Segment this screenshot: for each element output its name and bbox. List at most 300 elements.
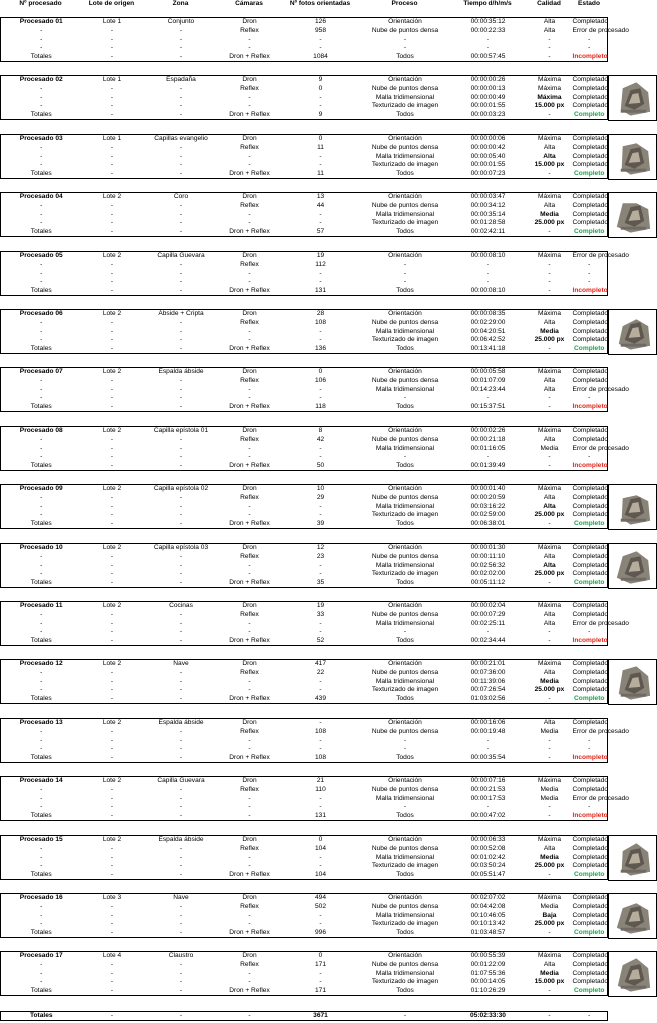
table-cell: Alta	[543, 844, 556, 852]
table-cell: -	[548, 227, 551, 235]
table-cell: Alta	[543, 435, 556, 443]
table-cell: Completado	[572, 960, 609, 968]
table-row	[1, 102, 608, 111]
table-cell: -	[179, 686, 183, 694]
table-cell: Orientación	[388, 485, 422, 493]
table-cell: -	[179, 227, 183, 235]
table-cell: Malla tridimensional	[375, 385, 435, 393]
table-cell: Lote 2	[102, 485, 122, 493]
table-cell: -	[1, 745, 82, 754]
table-cell: -	[110, 93, 114, 101]
table-cell: -	[110, 578, 114, 586]
table-cell: 494	[314, 894, 326, 902]
table-cell: -	[548, 35, 551, 43]
table-cell: -	[248, 811, 251, 819]
table-cell: -	[110, 394, 114, 402]
table-cell: -	[110, 26, 114, 34]
table-cell: 417	[314, 660, 326, 668]
table-cell: -	[548, 578, 551, 586]
table-cell: 00:07:26:54	[470, 686, 506, 694]
table-cell: Dron + Reflex	[229, 870, 270, 878]
table-cell: Alta	[543, 152, 556, 160]
col-header: Nº procesado	[19, 0, 62, 7]
table-cell: Orientación	[388, 719, 422, 727]
table-cell: Completado	[572, 493, 609, 501]
totals-row	[1, 403, 608, 412]
table-cell: 0	[318, 368, 323, 376]
table-cell: -	[548, 694, 551, 702]
table-cell: Alta	[543, 318, 556, 326]
table-cell: Baja	[542, 911, 557, 919]
table-row	[1, 35, 608, 44]
table-cell: -	[1, 920, 82, 929]
table-cell: -	[548, 52, 551, 60]
table-cell: Máxima	[537, 777, 562, 785]
table-cell: -	[179, 402, 183, 410]
table-cell: Lote 2	[102, 427, 122, 435]
table-cell: Reflex	[240, 727, 259, 735]
table-cell: Completado	[572, 544, 609, 552]
table-cell: -	[179, 803, 183, 811]
table-cell: 52	[316, 636, 325, 644]
model-thumbnail	[608, 951, 657, 997]
table-cell: -	[1, 269, 82, 278]
table-cell: 01:10:26:29	[470, 986, 506, 994]
table-cell: Reflex	[240, 552, 259, 560]
table-cell: Completado	[572, 561, 609, 569]
table-cell: Malla tridimensional	[375, 911, 435, 919]
table-cell: Completado	[572, 310, 609, 318]
table-cell: -	[110, 986, 114, 994]
table-cell: 00:00:11:10	[470, 552, 506, 560]
table-cell: 00:00:19:48	[470, 727, 506, 735]
table-cell: Completado	[572, 161, 609, 169]
table-cell: -	[1, 394, 82, 403]
table-row	[1, 76, 608, 85]
table-cell: 0	[318, 84, 323, 92]
table-cell: 00:00:03:23	[470, 110, 506, 118]
table-cell: 136	[314, 344, 326, 352]
table-cell: -	[179, 969, 183, 977]
procesado-block	[0, 718, 629, 763]
table-cell: Lote 2	[102, 368, 122, 376]
totals-row	[1, 695, 608, 704]
table-cell: -	[248, 385, 251, 393]
table-cell: Completado	[572, 511, 609, 519]
table-cell: -	[179, 376, 183, 384]
table-row	[1, 278, 608, 287]
table-cell: -	[179, 862, 183, 870]
table-cell: -	[486, 628, 490, 636]
table-cell: 00:06:38:01	[470, 519, 506, 527]
table-cell: -	[110, 219, 114, 227]
procesado-block	[0, 601, 629, 646]
table-row	[1, 803, 608, 812]
table-cell: -	[403, 803, 407, 811]
table-cell: -	[1, 93, 82, 102]
table-cell: -	[248, 794, 251, 802]
grand-total-cell: Totales	[1, 1012, 82, 1021]
table-cell: Totales	[1, 462, 82, 471]
table-cell: 44	[316, 201, 325, 209]
table-cell: -	[572, 736, 608, 745]
table-cell: -	[1, 803, 82, 812]
table-cell: Completo	[572, 170, 608, 179]
table-cell: Error de procesado	[572, 727, 629, 735]
table-cell: -	[179, 201, 183, 209]
model-thumbnail	[608, 192, 657, 238]
table-cell: -	[319, 619, 322, 627]
table-cell: -	[248, 677, 251, 685]
table-row	[1, 894, 608, 903]
model-thumbnail-image	[609, 76, 656, 120]
table-cell: -	[110, 960, 114, 968]
table-cell: Completado	[572, 660, 609, 668]
table-cell: 00:00:01:30	[470, 544, 506, 552]
table-cell: -	[548, 278, 551, 286]
table-cell: -	[1, 628, 82, 637]
table-cell: Orientación	[388, 952, 422, 960]
table-cell: -	[572, 394, 608, 403]
table-cell: -	[179, 578, 183, 586]
table-cell: -	[179, 920, 183, 928]
table-cell: Orientación	[388, 836, 422, 844]
table-cell: Completo	[572, 111, 608, 120]
totals-row	[1, 754, 608, 763]
table-cell: Orientación	[388, 135, 422, 143]
table-cell: 00:05:51:47	[470, 870, 506, 878]
table-cell: Totales	[1, 345, 82, 354]
table-cell: -	[110, 745, 114, 753]
table-cell: 108	[314, 753, 326, 761]
table-cell: Dron + Reflex	[229, 986, 270, 994]
table-cell: Alta	[543, 960, 556, 968]
table-cell: -	[319, 794, 322, 802]
table-cell: Completado	[572, 318, 609, 326]
table-cell: -	[179, 269, 183, 277]
table-cell: -	[403, 44, 407, 52]
table-cell: 00:00:16:06	[470, 719, 506, 727]
table-cell: Completado	[572, 844, 609, 852]
table-cell: -	[403, 394, 407, 402]
table-cell: 19	[316, 252, 325, 260]
table-cell: Completo	[572, 345, 608, 354]
table-cell: Completado	[572, 143, 609, 151]
table-cell: -	[179, 911, 183, 919]
table-cell: -	[1, 319, 82, 328]
table-cell: 33	[316, 610, 325, 618]
table-cell: Procesado 13	[1, 719, 82, 728]
table-cell: -	[1, 511, 82, 520]
table-row	[1, 969, 608, 978]
table-cell: 1084	[313, 52, 328, 60]
table-cell: -	[1, 85, 82, 94]
table-cell: 23	[316, 552, 325, 560]
table-cell: -	[248, 161, 251, 169]
table-row	[1, 845, 608, 854]
table-cell: Dron + Reflex	[229, 169, 270, 177]
table-cell: -	[1, 677, 82, 686]
grand-total-cell: -	[403, 1012, 407, 1019]
table-cell: Completado	[572, 602, 609, 610]
table-row	[1, 920, 608, 929]
table-cell: 00:00:08:10	[470, 286, 506, 294]
table-cell: Reflex	[240, 143, 259, 151]
table-cell: -	[179, 978, 183, 986]
table-cell: 171	[314, 960, 326, 968]
table-cell: Completado	[572, 894, 609, 902]
table-cell: -	[248, 969, 251, 977]
table-cell: 13	[316, 193, 325, 201]
table-cell: -	[1, 619, 82, 628]
table-cell: -	[403, 453, 407, 461]
table-cell: Completado	[572, 368, 609, 376]
totals-row	[1, 812, 608, 821]
table-cell: -	[319, 969, 322, 977]
table-cell: Dron	[242, 719, 257, 727]
col-header: Zona	[172, 0, 189, 7]
table-cell: 25.000 px	[534, 219, 565, 227]
table-cell: Reflex	[240, 318, 259, 326]
table-cell: Reflex	[240, 493, 259, 501]
table-cell: Dron	[242, 777, 257, 785]
table-cell: 00:00:35:12	[470, 18, 506, 26]
table-cell: Lote 2	[102, 836, 122, 844]
table-cell: -	[179, 327, 183, 335]
model-thumbnail-image	[609, 310, 656, 354]
table-cell: Reflex	[240, 84, 259, 92]
table-cell: -	[319, 719, 322, 727]
table-cell: Dron	[242, 485, 257, 493]
table-cell: -	[548, 110, 551, 118]
procesado-block	[0, 543, 608, 588]
table-cell: -	[1, 385, 82, 394]
procesado-block	[0, 484, 608, 529]
table-cell: Totales	[1, 53, 82, 62]
table-cell: Dron + Reflex	[229, 227, 270, 235]
table-cell: Alta	[543, 143, 556, 151]
table-cell: Completado	[572, 978, 609, 986]
table-cell: 15.000 px	[534, 161, 565, 169]
table-cell: Nube de puntos densa	[371, 493, 439, 501]
table-cell: Reflex	[240, 902, 259, 910]
table-cell: 00:07:36:00	[470, 668, 506, 676]
table-cell: Incompleto	[572, 753, 608, 761]
table-cell: Dron	[242, 427, 257, 435]
table-cell: -	[548, 394, 551, 402]
table-cell: -	[1, 35, 82, 44]
table-cell: Incompleto	[572, 52, 608, 60]
grand-total-cell: -	[572, 1012, 608, 1021]
table-cell: Completado	[572, 76, 609, 84]
table-cell: Capilla epístola 02	[153, 485, 209, 493]
table-cell: Espalda ábside	[158, 836, 204, 844]
table-cell: Media	[540, 677, 559, 685]
table-cell: Malla tridimensional	[375, 794, 435, 802]
table-cell: -	[1, 845, 82, 854]
procesado-block	[0, 426, 629, 471]
table-row	[1, 144, 608, 153]
table-cell: -	[110, 318, 114, 326]
table-cell: -	[110, 161, 114, 169]
table-cell: 131	[314, 286, 326, 294]
table-cell: -	[319, 453, 322, 461]
table-cell: Error de procesado	[572, 385, 629, 393]
table-cell: -	[179, 26, 183, 34]
table-cell: 00:00:00:06	[470, 135, 506, 143]
table-cell: -	[248, 862, 251, 870]
table-cell: Dron	[242, 252, 257, 260]
table-cell: Dron	[242, 544, 257, 552]
table-cell: Máxima	[537, 660, 562, 668]
table-cell: Nube de puntos densa	[371, 26, 439, 34]
table-cell: Dron + Reflex	[229, 753, 270, 761]
table-cell: -	[319, 93, 322, 101]
table-cell: Dron	[242, 193, 257, 201]
table-cell: -	[110, 811, 114, 819]
table-cell: -	[179, 318, 183, 326]
table-cell: -	[110, 570, 114, 578]
table-cell: -	[179, 453, 183, 461]
totals-row	[1, 520, 608, 529]
table-row	[1, 511, 608, 520]
table-cell: -	[110, 803, 114, 811]
table-cell: 108	[314, 727, 326, 735]
table-cell: 439	[314, 694, 326, 702]
col-header: Lote de origen	[88, 0, 135, 7]
table-cell: -	[248, 619, 251, 627]
table-cell: Procesado 16	[1, 894, 82, 903]
table-cell: -	[179, 394, 183, 402]
table-row	[1, 494, 608, 503]
table-cell: Totales	[1, 637, 82, 646]
table-cell: -	[248, 911, 251, 919]
table-cell: -	[248, 269, 251, 277]
table-cell: Completado	[572, 193, 609, 201]
grand-total-row	[0, 1011, 608, 1021]
table-cell: Nave	[173, 660, 189, 668]
table-cell: 00:00:57:45	[470, 52, 506, 60]
table-row	[1, 502, 608, 511]
procesado-block	[0, 835, 608, 880]
table-cell: -	[179, 110, 183, 118]
procesado-block	[0, 134, 608, 179]
table-cell: -	[1, 219, 82, 228]
table-cell: Reflex	[240, 201, 259, 209]
table-cell: -	[179, 986, 183, 994]
table-row	[1, 786, 608, 795]
table-cell: Media	[540, 785, 559, 793]
table-cell: Reflex	[240, 260, 259, 268]
table-cell: 00:00:06:33	[470, 836, 506, 844]
table-cell: Nave	[173, 894, 189, 902]
table-cell: -	[572, 628, 608, 637]
table-cell: -	[486, 453, 490, 461]
table-cell: Alta	[543, 561, 556, 569]
table-cell: -	[1, 377, 82, 386]
table-cell: Procesado 15	[1, 836, 82, 845]
table-cell: Totales	[1, 287, 82, 296]
table-cell: Lote 2	[102, 777, 122, 785]
table-cell: Orientación	[388, 76, 422, 84]
table-cell: Nube de puntos densa	[371, 376, 439, 384]
table-cell: -	[110, 844, 114, 852]
table-cell: -	[110, 336, 114, 344]
table-cell: 00:00:01:40	[470, 485, 506, 493]
table-cell: Texturizado de imagen	[371, 862, 439, 870]
table-row	[1, 18, 608, 27]
table-cell: -	[179, 785, 183, 793]
table-cell: Dron + Reflex	[229, 461, 270, 469]
table-cell: Nube de puntos densa	[371, 668, 439, 676]
table-cell: -	[1, 44, 82, 53]
procesado-block	[0, 75, 608, 120]
table-cell: -	[110, 902, 114, 910]
table-cell: -	[1, 436, 82, 445]
table-cell: -	[1, 202, 82, 211]
table-cell: -	[110, 444, 114, 452]
table-cell: -	[110, 785, 114, 793]
table-cell: -	[319, 570, 322, 578]
table-cell: -	[319, 35, 322, 43]
table-cell: 00:11:39:06	[470, 677, 506, 685]
table-cell: Alta	[543, 610, 556, 618]
table-cell: Procesado 08	[1, 427, 82, 436]
table-cell: Alta	[543, 376, 556, 384]
table-cell: -	[319, 677, 322, 685]
totals-row	[1, 53, 608, 62]
table-cell: Completado	[572, 610, 609, 618]
table-cell: Completo	[572, 228, 608, 237]
table-cell: 00:03:50:24	[470, 862, 506, 870]
table-cell: -	[179, 143, 183, 151]
table-cell: -	[548, 519, 551, 527]
table-cell: -	[319, 327, 322, 335]
table-cell: 25.000 px	[534, 686, 565, 694]
table-cell: -	[179, 628, 183, 636]
table-cell: -	[548, 636, 551, 644]
header-row	[0, 0, 607, 8]
table-cell: 00:00:07:16	[470, 777, 506, 785]
table-cell: 00:02:59:00	[470, 511, 506, 519]
model-thumbnail	[608, 893, 657, 939]
table-cell: Procesado 05	[1, 252, 82, 261]
table-cell: 00:02:42:11	[470, 227, 506, 235]
table-cell: Texturizado de imagen	[371, 511, 439, 519]
table-cell: Procesado 01	[1, 18, 82, 27]
table-cell: Totales	[1, 579, 82, 588]
table-cell: 9	[318, 76, 323, 84]
table-cell: Lote 1	[102, 18, 122, 26]
table-cell: 00:00:17:53	[470, 794, 506, 802]
table-cell: -	[110, 35, 114, 43]
table-cell: -	[248, 336, 251, 344]
model-thumbnail	[608, 659, 657, 705]
table-cell: Todos	[396, 636, 414, 644]
table-cell: -	[110, 169, 114, 177]
table-cell: -	[1, 144, 82, 153]
table-cell: -	[110, 853, 114, 861]
table-cell: -	[319, 444, 322, 452]
table-cell: -	[1, 669, 82, 678]
table-cell: -	[179, 610, 183, 618]
table-cell: -	[179, 93, 183, 101]
table-cell: 00:00:03:47	[470, 193, 506, 201]
table-cell: Orientación	[388, 310, 422, 318]
table-cell: -	[1, 903, 82, 912]
table-row	[1, 377, 608, 386]
table-cell: -	[319, 219, 322, 227]
